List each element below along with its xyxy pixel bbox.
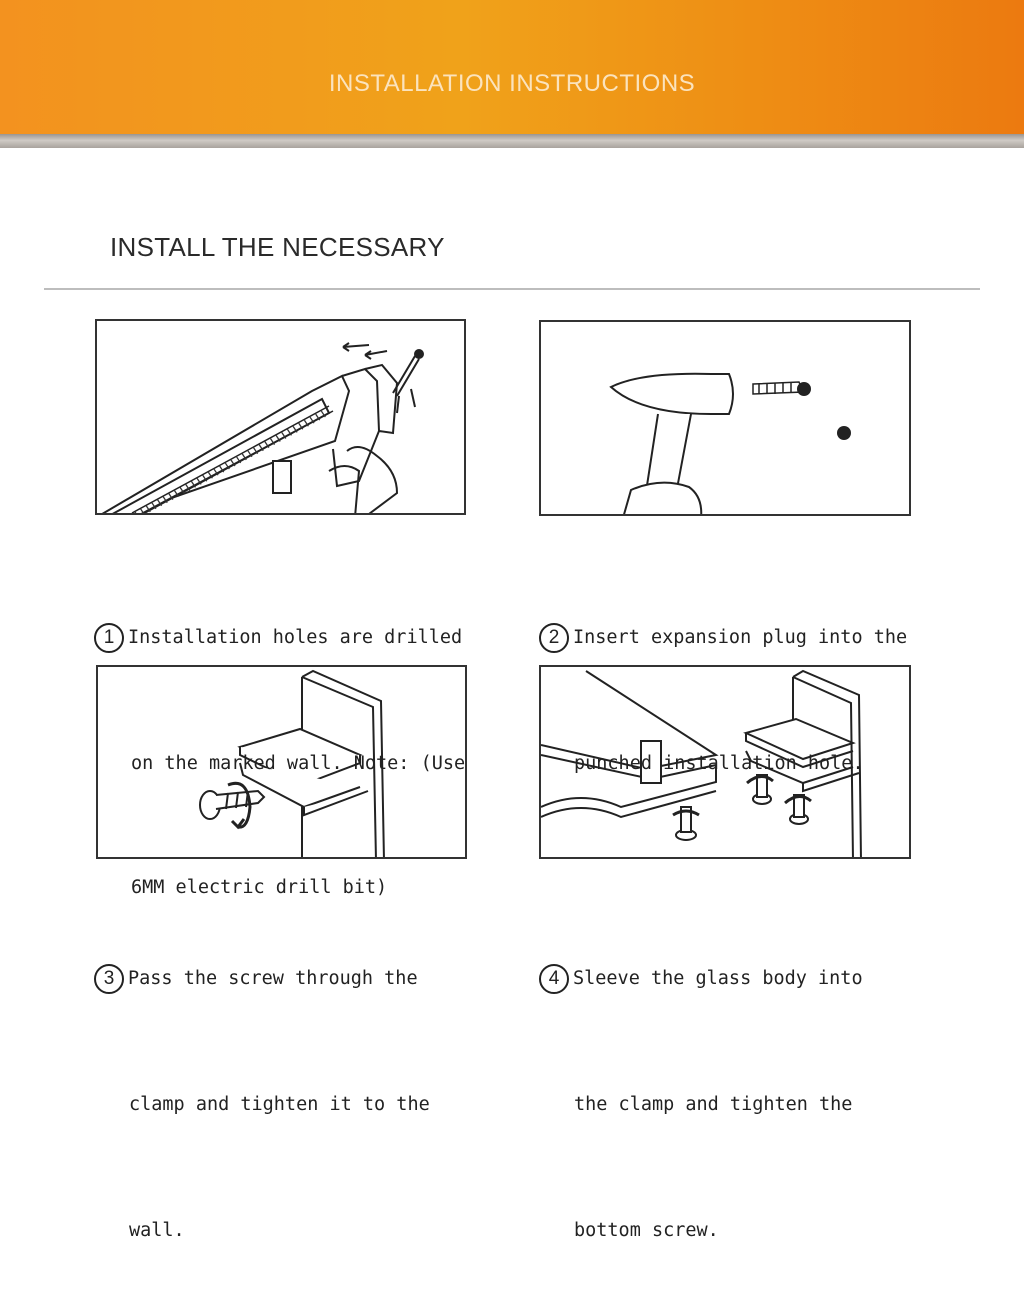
header-metal-strip [0, 134, 1024, 148]
step-number-badge: 4 [539, 964, 569, 994]
step-1-illustration [95, 319, 466, 515]
hammer-illustration [541, 322, 911, 516]
step-2-illustration [539, 320, 911, 516]
step-line: 6MM electric drill bit) [131, 877, 388, 898]
step-number-badge: 3 [94, 964, 124, 994]
step-line: Installation holes are drilled [128, 627, 463, 648]
step-line: wall. [129, 1220, 185, 1241]
step-line: punched installation hole. [574, 753, 864, 774]
page-title: INSTALLATION INSTRUCTIONS [328, 70, 696, 97]
step-line: on the marked wall. Note: (Use [131, 753, 466, 774]
step-number-badge: 1 [94, 623, 124, 653]
section-divider [44, 288, 980, 290]
step-2-text [539, 533, 907, 827]
step-line: clamp and tighten it to the [129, 1094, 430, 1115]
step-line: Sleeve the glass body into [573, 968, 863, 989]
step-line: Insert expansion plug into the [573, 627, 908, 648]
step-line: bottom screw. [574, 1220, 719, 1241]
step-line: Pass the screw through the [128, 968, 418, 989]
drill-illustration [97, 321, 466, 515]
header-banner [0, 0, 1024, 134]
step-4-text [539, 874, 863, 1294]
step-line: the clamp and tighten the [574, 1094, 853, 1115]
step-number-badge: 2 [539, 623, 569, 653]
section-title: INSTALL THE NECESSARY [110, 232, 445, 262]
step-3-text [94, 874, 430, 1294]
